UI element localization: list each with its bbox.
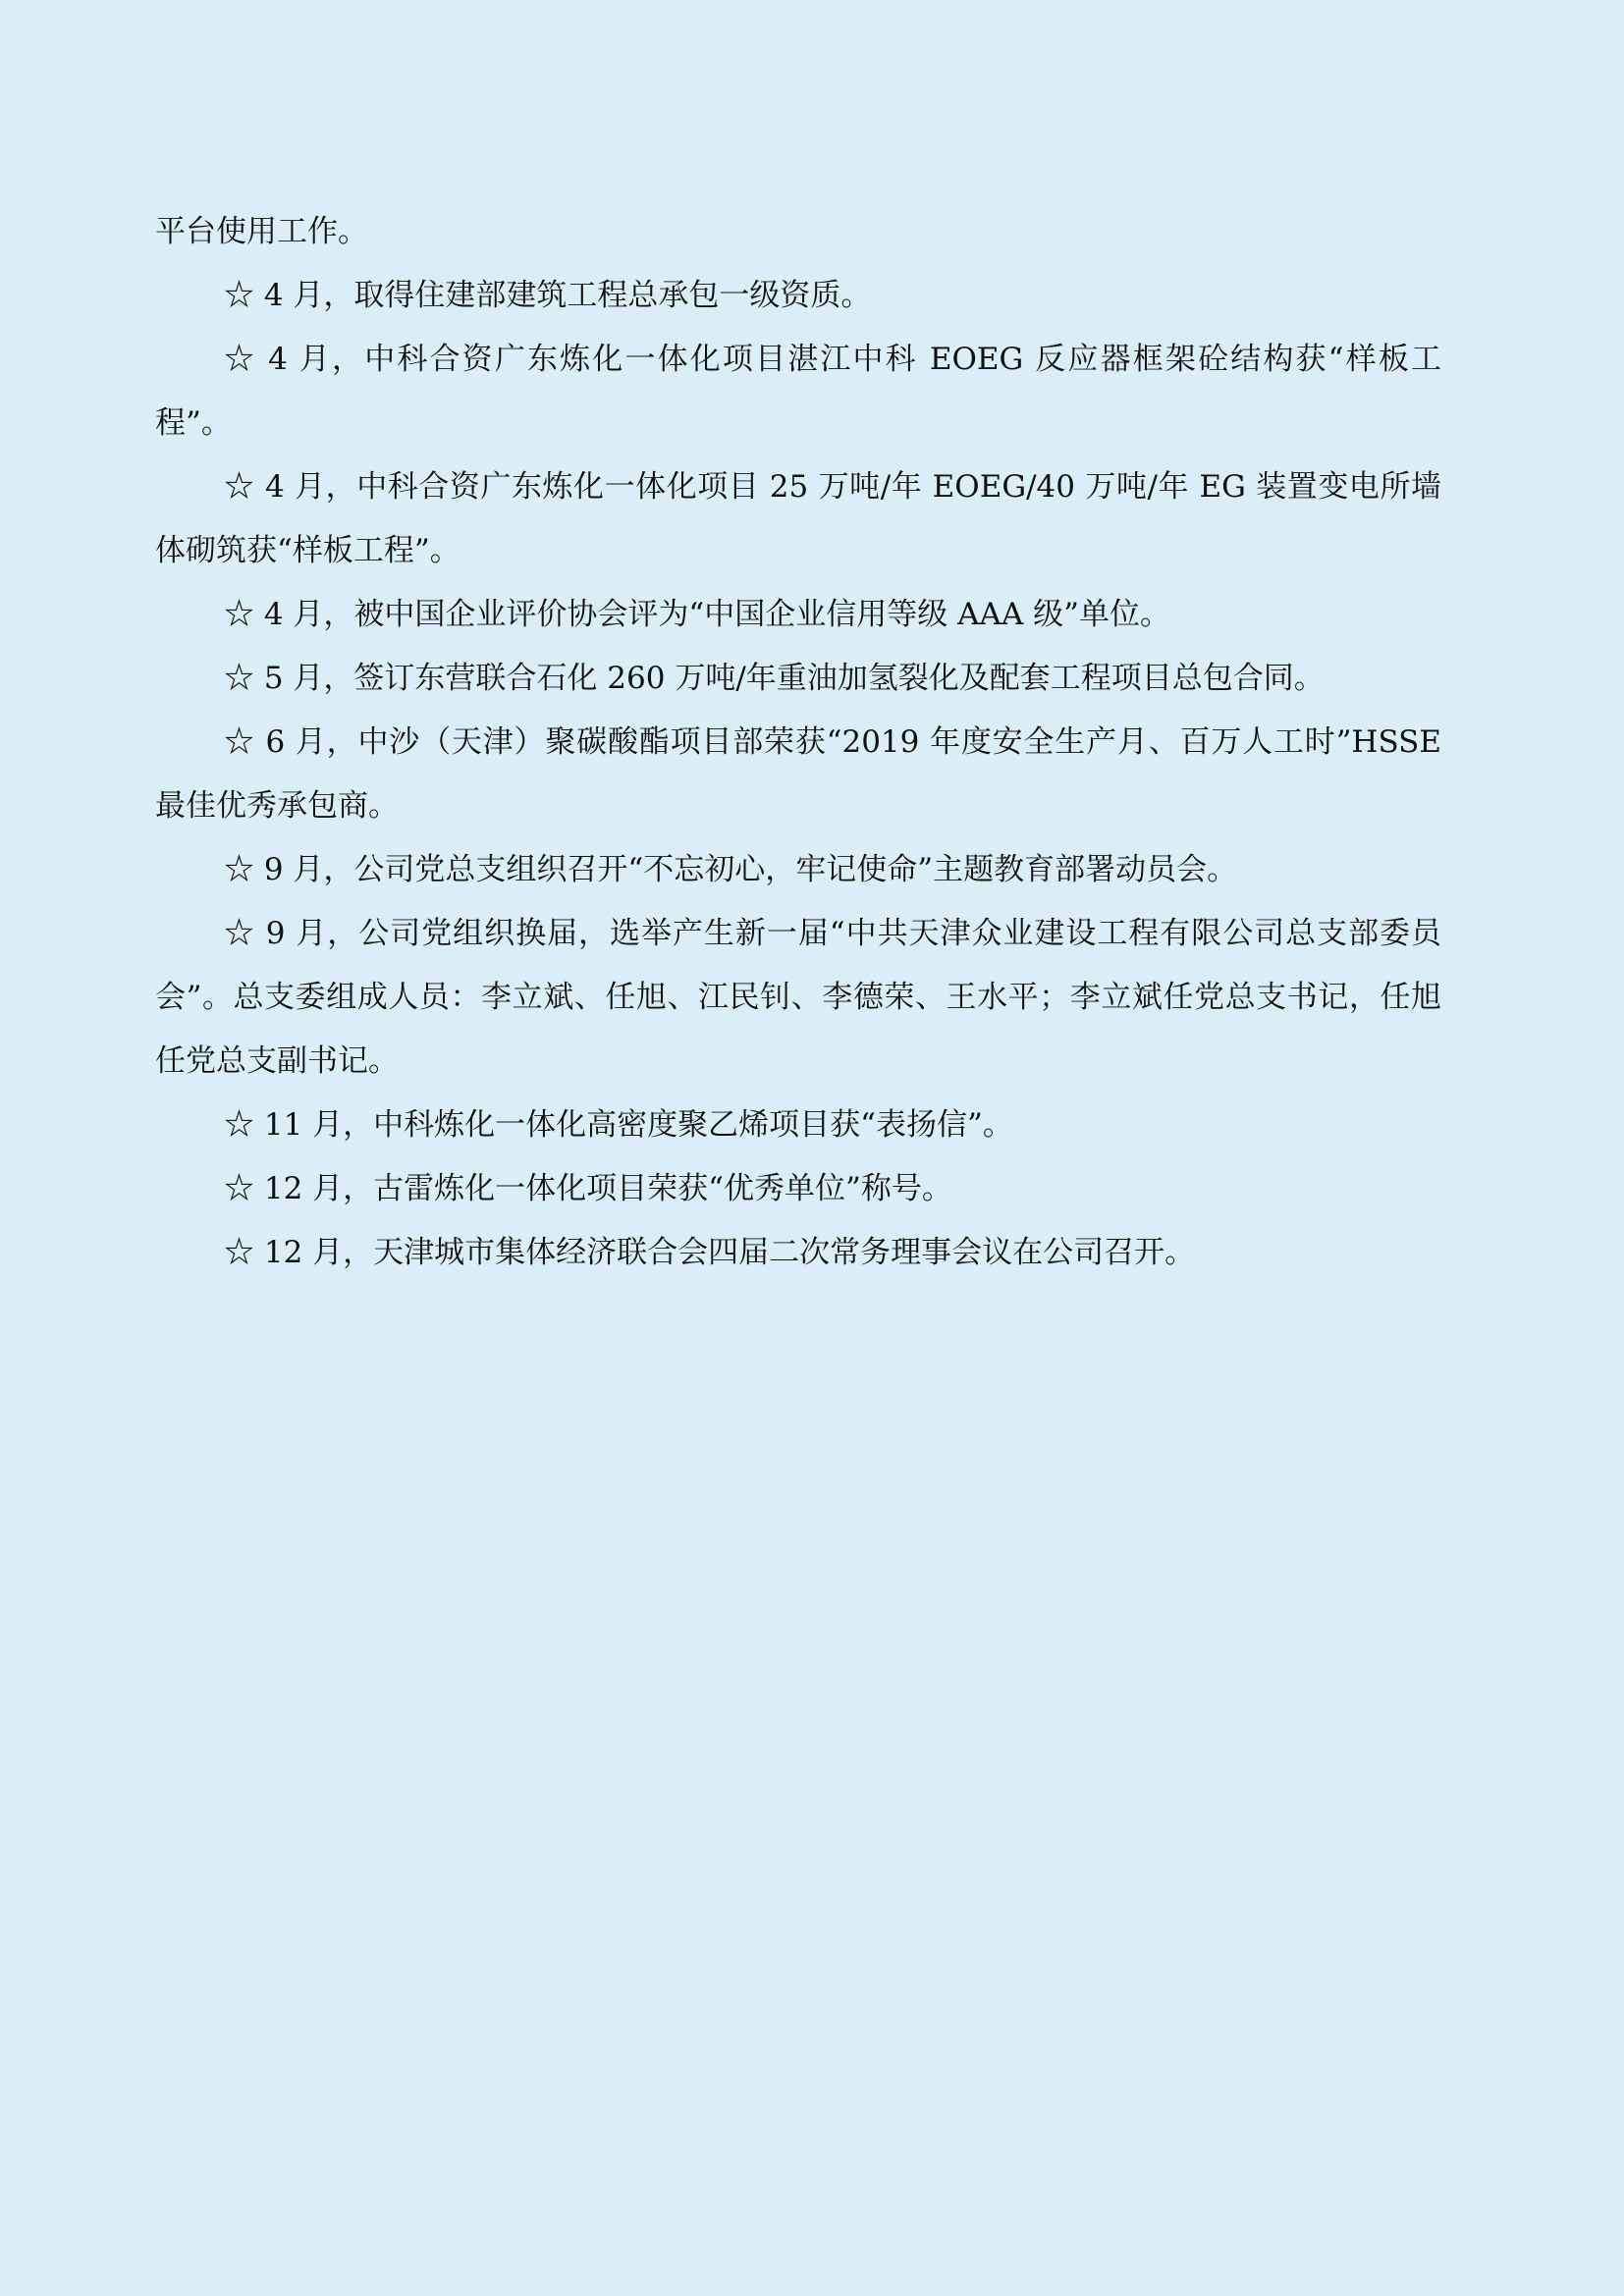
event-text: 12 月，天津城市集体经济联合会四届二次常务理事会议在公司召开。 bbox=[263, 1235, 1196, 1270]
star-bullet-icon: ☆ bbox=[224, 852, 254, 887]
event-entry bbox=[155, 838, 1441, 902]
document-page bbox=[155, 200, 1441, 1285]
event-entry bbox=[155, 1221, 1441, 1285]
event-entry bbox=[155, 647, 1441, 711]
event-text: 12 月，古雷炼化一体化项目荣获“优秀单位”称号。 bbox=[263, 1171, 952, 1206]
star-bullet-icon: ☆ bbox=[224, 469, 255, 505]
event-entry bbox=[155, 583, 1441, 647]
event-text: 4 月，被中国企业评价协会评为“中国企业信用等级 AAA 级”单位。 bbox=[263, 597, 1170, 632]
event-entry bbox=[155, 1094, 1441, 1157]
star-bullet-icon: ☆ bbox=[224, 597, 254, 632]
event-text: 9 月，公司党总支组织召开“不忘初心，牢记使命”主题教育部署动员会。 bbox=[263, 852, 1238, 887]
event-text: 11 月，中科炼化一体化高密度聚乙烯项目获“表扬信”。 bbox=[263, 1107, 1013, 1143]
star-bullet-icon: ☆ bbox=[224, 1235, 254, 1270]
event-entry bbox=[155, 902, 1441, 1094]
star-bullet-icon: ☆ bbox=[224, 661, 254, 696]
event-entry bbox=[155, 711, 1441, 838]
event-entry bbox=[155, 455, 1441, 583]
event-entry bbox=[155, 328, 1441, 455]
star-bullet-icon: ☆ bbox=[224, 1171, 254, 1206]
star-bullet-icon: ☆ bbox=[224, 342, 257, 377]
event-text: 4 月，中科合资广东炼化一体化项目湛江中科 EOEG 反应器框架砼结构获“样板工程”。 bbox=[155, 342, 1441, 441]
event-text: 6 月，中沙（天津）聚碳酸酯项目部荣获“2019 年度安全生产月、百万人工时”HSSE 最佳优秀承包商。 bbox=[155, 724, 1442, 824]
event-entry bbox=[155, 264, 1441, 328]
star-bullet-icon: ☆ bbox=[224, 916, 255, 951]
star-bullet-icon: ☆ bbox=[224, 1107, 254, 1143]
event-entry bbox=[155, 1157, 1441, 1221]
star-bullet-icon: ☆ bbox=[224, 278, 254, 313]
event-text: 5 月，签订东营联合石化 260 万吨/年重油加氢裂化及配套工程项目总包合同。 bbox=[263, 661, 1325, 696]
continuation-paragraph: 平台使用工作。 bbox=[155, 214, 368, 249]
event-text: 4 月，取得住建部建筑工程总承包一级资质。 bbox=[263, 278, 872, 313]
event-text: 4 月，中科合资广东炼化一体化项目 25 万吨/年 EOEG/40 万吨/年 EG 装置变电所墙体砌筑获“样板工程”。 bbox=[155, 469, 1441, 568]
event-text: 9 月，公司党组织换届，选举产生新一届“中共天津众业建设工程有限公司总支部委员会”。总支委组成人员：李立斌、任旭、江民钊、李德荣、王水平；李立斌任党总支书记，任旭任党总支副书记。 bbox=[155, 916, 1442, 1079]
star-bullet-icon: ☆ bbox=[224, 724, 255, 760]
